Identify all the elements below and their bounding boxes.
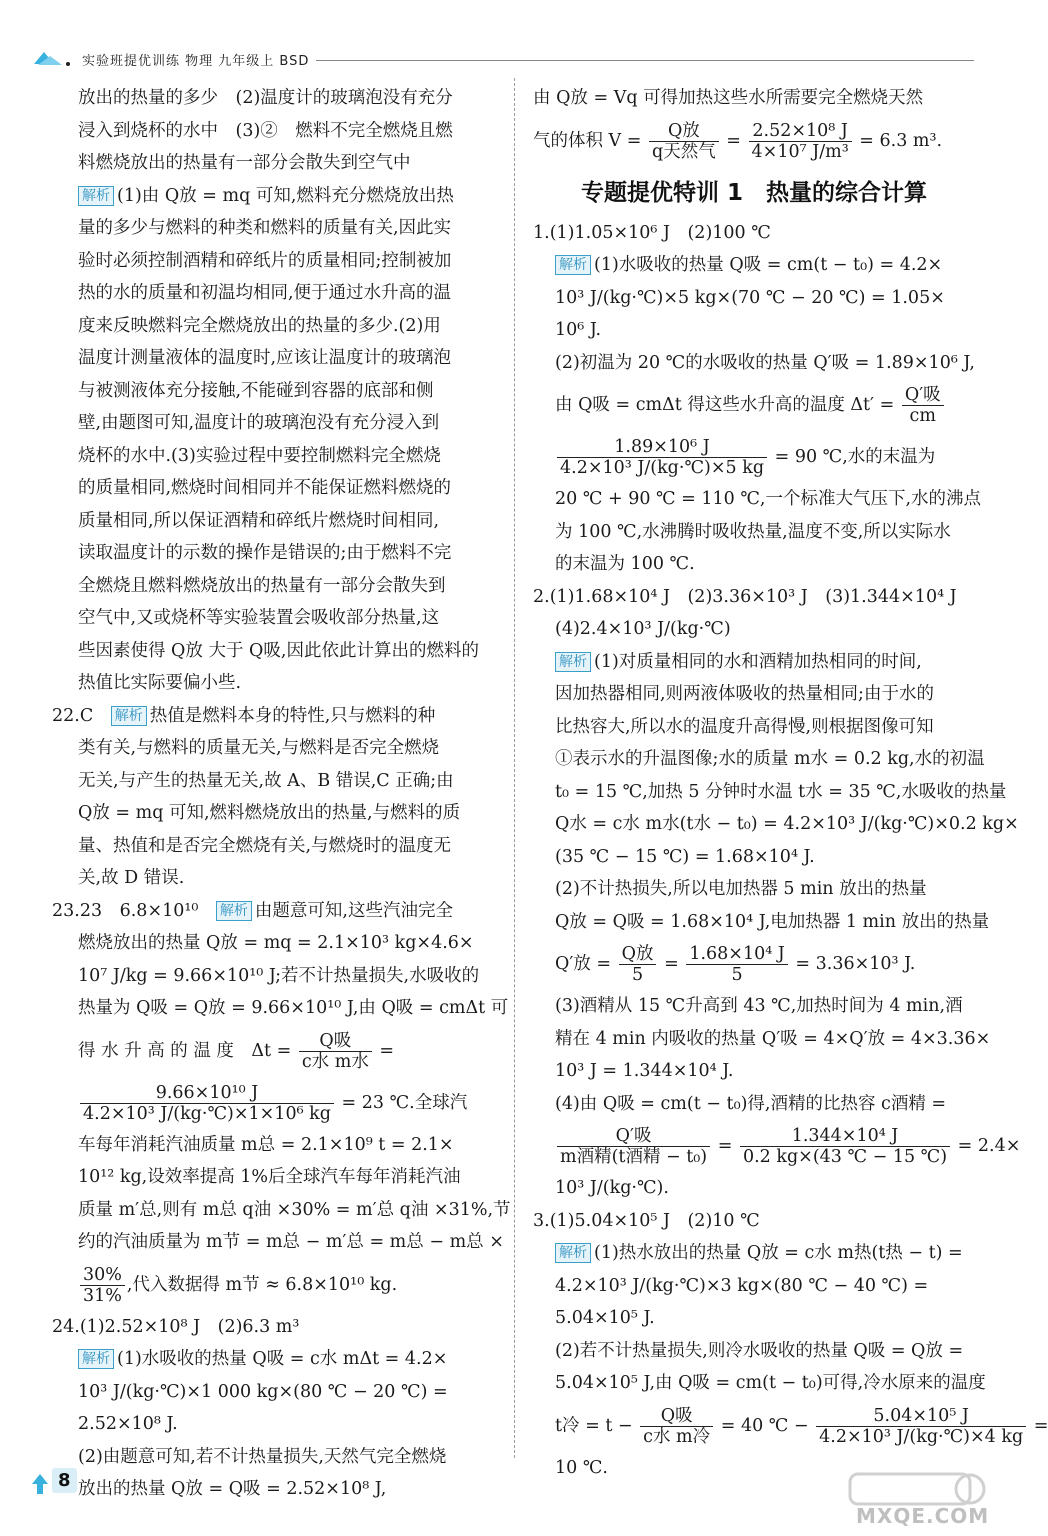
text-line: 2.52×10⁸ J.	[78, 1414, 178, 1434]
text-span: (1)对质量相同的水和酒精加热相同的时间,	[594, 651, 922, 672]
text-line: 量、热值和是否完全燃烧有关,与燃烧时的温度无	[78, 835, 452, 856]
fraction	[557, 1126, 710, 1167]
denominator: 4.2×10³ J/(kg·℃)×4 kg	[819, 1426, 1024, 1447]
text-line: 的质量相同,燃烧时间相同并不能保证燃料燃烧的	[78, 478, 452, 498]
analysis-tag: 解析	[555, 652, 591, 672]
text-line: 20 ℃ + 90 ℃ = 110 ℃,一个标准大气压下,水的沸点	[555, 489, 982, 509]
formula-line	[533, 1400, 1048, 1452]
page-header	[30, 44, 974, 74]
text-line: 的末温为 100 ℃.	[555, 554, 695, 574]
text-line: 温度计测量液体的温度时,应该让温度计的玻璃泡	[78, 348, 452, 368]
text-line: 5.04×10⁵ J,由 Q吸 = cm(t − t₀)可得,冷水原来的温度	[555, 1373, 986, 1393]
numerator: Q放	[649, 121, 719, 142]
formula-line	[533, 1120, 1021, 1172]
text-line: (3)酒精从 15 ℃升高到 43 ℃,加热时间为 4 min,酒	[555, 996, 963, 1016]
text-span: ,代入数据得 m节 ≈ 6.8×10¹⁰ kg.	[126, 1274, 398, 1295]
text-line: 10³ J/(kg·℃)×5 kg×(70 ℃ − 20 ℃) = 1.05×	[555, 287, 945, 308]
question-22	[52, 700, 502, 733]
text-line: 浸入到烧杯的水中 (3)② 燃料不完全燃烧且燃	[78, 120, 453, 141]
denominator: m酒精(t酒精 − t₀)	[560, 1147, 708, 1167]
numerator: 30%	[80, 1265, 125, 1286]
analysis-tag: 解析	[111, 706, 147, 726]
denominator: cm	[909, 406, 936, 426]
fraction	[299, 1031, 372, 1072]
denominator: 0.2 kg×(43 ℃ − 15 ℃)	[742, 1147, 948, 1167]
analysis-tag: 解析	[78, 1349, 114, 1369]
text-line: 读取温度计的示数的操作是错误的;由于燃料不完	[78, 543, 452, 563]
text-line: 类有关,与燃料的质量无关,与燃料是否完全燃烧	[78, 738, 440, 758]
text-span: = 23 ℃.全球汽	[341, 1092, 468, 1113]
denominator: 4×10⁷ J/m³	[751, 141, 849, 162]
denominator: 5	[631, 965, 644, 985]
formula-line	[78, 1025, 502, 1077]
left-column	[52, 82, 511, 1506]
text-span: (1)热水放出的热量 Q放 = c水 m热(t热 − t) =	[594, 1243, 963, 1263]
column-divider	[514, 78, 515, 1458]
text-line: 验时必须控制酒精和碎纸片的质量相同;控制被加	[78, 250, 452, 271]
text-span: = 6.3 m³.	[859, 130, 943, 151]
fraction	[80, 1265, 125, 1306]
text-line	[78, 180, 502, 213]
numerator: 9.66×10¹⁰ J	[80, 1083, 334, 1104]
text-span: =	[717, 1136, 733, 1156]
text-line: 料燃烧放出的热量有一部分会散失到空气中	[78, 153, 411, 173]
fraction	[740, 1126, 950, 1167]
fraction	[557, 437, 767, 478]
text-line: (2)初温为 20 ℃的水吸收的热量 Q′吸 = 1.89×10⁶ J,	[555, 352, 975, 373]
text-line: 因加热器相同,则两液体吸收的热量相同;由于水的	[555, 684, 934, 704]
page-footer	[30, 1466, 90, 1500]
formula-line	[78, 1259, 502, 1311]
fraction	[816, 1406, 1026, 1447]
question-number: 1.	[533, 222, 550, 243]
text-line: 关,故 D 错误.	[78, 868, 185, 888]
question-number: 22.	[52, 705, 80, 726]
text-line: 精在 4 min 内吸收的热量 Q′吸 = 4×Q′放 = 4×3.36×	[555, 1028, 991, 1049]
numerator: 1.68×10⁴ J	[686, 944, 788, 965]
question-1	[533, 217, 975, 250]
question-3	[533, 1205, 975, 1238]
text-line: 10⁷ J/kg = 9.66×10¹⁰ J;若不计热量损失,水吸收的	[78, 965, 480, 986]
text-span: =	[379, 1040, 395, 1061]
book-logo-icon	[30, 48, 74, 70]
text-span: (1)水吸收的热量 Q吸 = cm(t − t₀) = 4.2×	[594, 255, 943, 275]
text-line: 空气中,又或烧杯等实验装置会吸收部分热量,这	[78, 608, 440, 628]
numerator: Q吸	[640, 1406, 713, 1427]
text-line: 放出的热量的多少 (2)温度计的玻璃泡没有充分	[78, 88, 453, 108]
fraction	[640, 1406, 713, 1447]
text-line: 与被测液体充分接触,不能碰到容器的底部和侧	[78, 380, 434, 401]
text-line: (2)由题意可知,若不计热量损失,天然气完全燃烧	[78, 1446, 447, 1467]
text-line: Q放 = Q吸 = 1.68×10⁴ J,电加热器 1 min 放出的热量	[555, 911, 990, 932]
text-line: (4)由 Q吸 = cm(t − t₀)得,酒精的比热容 c酒精 =	[555, 1093, 947, 1114]
text-line: 10³ J = 1.344×10⁴ J.	[555, 1061, 734, 1081]
text-line	[78, 1343, 502, 1376]
formula-line	[533, 379, 975, 431]
text-line: 10 ℃.	[555, 1457, 608, 1478]
text-span: 气的体积 V =	[533, 130, 642, 151]
text-line: 量的多少与燃料的种类和燃料的质量有关,因此实	[78, 218, 452, 238]
analysis-tag: 解析	[555, 255, 591, 275]
denominator: 5	[731, 965, 743, 985]
right-column	[533, 82, 1048, 1484]
fraction	[902, 385, 944, 426]
text-span: Q′放 =	[555, 954, 612, 974]
answer: (1)2.52×10⁸ J (2)6.3 m³	[79, 1316, 300, 1337]
watermark-text: MXQE.COM	[856, 1504, 990, 1528]
text-line: 质量相同,所以保证酒精和碎纸片燃烧时间相同,	[78, 510, 440, 531]
numerator: 1.344×10⁴ J	[740, 1126, 950, 1147]
numerator: 2.52×10⁸ J	[749, 121, 852, 142]
watermark	[820, 1470, 1000, 1530]
fraction	[649, 121, 719, 162]
denominator: c水 m冷	[643, 1426, 711, 1447]
section-heading: 专题提优特训 1 热量的综合计算	[580, 179, 927, 206]
text-span: =	[664, 954, 679, 974]
text-line: 10¹² kg,设效率提高 1%后全球汽车每年消耗汽油	[78, 1167, 461, 1187]
formula-line	[78, 1077, 502, 1129]
text-line: t₀ = 15 ℃,加热 5 分钟时水温 t水 = 35 ℃,水吸收的热量	[555, 781, 1007, 802]
text-line: 车每年消耗汽油质量 m总 = 2.1×10⁹ t = 2.1×	[78, 1134, 454, 1155]
arrow-icon	[30, 1472, 50, 1496]
text-line: 10⁶ J.	[555, 320, 602, 340]
numerator: Q′吸	[902, 385, 944, 406]
text-line: 度来反映燃料完全燃烧放出的热量的多少.(2)用	[78, 315, 441, 336]
header-title: 实验班提优训练 物理 九年级上 BSD	[82, 54, 310, 69]
answer: 23 6.8×10¹⁰	[79, 900, 199, 921]
text-span: = 90 ℃,水的末温为	[774, 447, 936, 467]
text-line: 4.2×10³ J/(kg·℃)×3 kg×(80 ℃ − 40 ℃) =	[555, 1275, 929, 1296]
text-span: =	[1033, 1415, 1048, 1436]
denominator: c水 m水	[301, 1051, 369, 1072]
text-line: 比热容大,所以水的温度升高得慢,则根据图像可知	[555, 716, 934, 737]
denominator: q天然气	[652, 141, 716, 162]
text-line	[533, 249, 975, 282]
question-number: 24.	[52, 1316, 80, 1337]
text-line: 燃烧放出的热量 Q放 = mq = 2.1×10³ kg×4.6×	[78, 933, 474, 953]
text-span: = 3.36×10³ J.	[795, 954, 916, 974]
text-line: 壁,由题图可知,温度计的玻璃泡没有充分浸入到	[78, 413, 440, 433]
text-line: (2)若不计热量损失,则冷水吸收的热量 Q吸 = Q放 =	[555, 1340, 964, 1361]
numerator: 1.89×10⁶ J	[557, 437, 767, 458]
formula-line	[533, 938, 975, 990]
numerator: Q放	[619, 944, 657, 965]
formula-line	[533, 431, 975, 483]
text-line: 烧杯的水中.(3)实验过程中要控制燃料完全燃烧	[78, 445, 441, 466]
text-span: 热值是燃料本身的特性,只与燃料的种	[149, 705, 436, 726]
text-line: 无关,与产生的热量无关,故 A、B 错误,C 正确;由	[78, 770, 454, 791]
question-23	[52, 895, 502, 928]
denominator: 4.2×10³ J/(kg·℃)×5 kg	[560, 458, 765, 478]
page-number: 8	[52, 1468, 77, 1493]
text-span: (1)水吸收的热量 Q吸 = c水 mΔt = 4.2×	[117, 1349, 448, 1369]
text-span: = 2.4×	[957, 1136, 1021, 1156]
text-line: (2)不计热损失,所以电加热器 5 min 放出的热量	[555, 879, 927, 899]
denominator: 4.2×10³ J/(kg·℃)×1×10⁶ kg	[83, 1103, 331, 1124]
text-line: 5.04×10⁵ J.	[555, 1308, 655, 1328]
fraction	[619, 944, 657, 985]
text-line: 热量为 Q吸 = Q放 = 9.66×10¹⁰ J,由 Q吸 = cmΔt 可	[78, 998, 509, 1018]
question-2	[533, 581, 975, 614]
text-span: 由题意可知,这些汽油完全	[254, 900, 453, 921]
text-span: t冷 = t −	[555, 1415, 633, 1436]
text-line: (35 ℃ − 15 ℃) = 1.68×10⁴ J.	[555, 846, 815, 867]
numerator: Q′吸	[557, 1126, 710, 1147]
text-line: 10³ J/(kg·℃).	[555, 1178, 669, 1198]
question-number: 2.	[533, 586, 550, 607]
answer: (1)5.04×10⁵ J (2)10 ℃	[549, 1210, 760, 1231]
text-line: 10³ J/(kg·℃)×1 000 kg×(80 ℃ − 20 ℃) =	[78, 1381, 448, 1402]
fraction	[749, 121, 852, 162]
text-line: ①表示水的升温图像;水的质量 m水 = 0.2 kg,水的初温	[555, 749, 985, 769]
text-line: 全燃烧且燃料燃烧放出的热量有一部分会散失到	[78, 575, 446, 596]
denominator: 31%	[83, 1285, 122, 1306]
text-line: 由 Q放 = Vq 可得加热这些水所需要完全燃烧天然	[533, 88, 924, 108]
question-number: 23.	[52, 900, 80, 921]
text-span: (1)由 Q放 = mq 可知,燃料充分燃烧放出热	[117, 185, 454, 206]
text-line: 质量 m′总,则有 m总 q油 ×30% = m′总 q油 ×31%,节	[78, 1199, 511, 1220]
text-span: = 40 ℃ −	[720, 1415, 809, 1436]
header-rule	[316, 60, 974, 61]
text-line: 约的汽油质量为 m节 = m总 − m′总 = m总 − m总 ×	[78, 1232, 504, 1252]
analysis-tag: 解析	[555, 1243, 591, 1263]
formula-line	[533, 115, 975, 167]
answer: (1)1.68×10⁴ J (2)3.36×10³ J (3)1.344×10⁴ J	[549, 586, 957, 607]
text-line: 热的水的质量和初温均相同,便于通过水升高的温	[78, 283, 452, 303]
text-line: 放出的热量 Q放 = Q吸 = 2.52×10⁸ J,	[78, 1479, 387, 1499]
text-line: (4)2.4×10³ J/(kg·℃)	[555, 619, 731, 639]
text-span: =	[726, 130, 741, 151]
question-24	[52, 1311, 502, 1344]
text-span: 得 水 升 高 的 温 度 Δt =	[78, 1040, 292, 1061]
text-line	[533, 646, 975, 679]
text-line: Q水 = c水 m水(t水 − t₀) = 4.2×10³ J/(kg·℃)×0.2 kg×	[555, 814, 1019, 834]
answer: C	[79, 705, 94, 726]
answer: (1)1.05×10⁶ J (2)100 ℃	[549, 222, 771, 243]
text-line: 热值比实际要偏小些.	[78, 673, 242, 693]
analysis-tag: 解析	[78, 186, 114, 206]
text-line: Q放 = mq 可知,燃料燃烧放出的热量,与燃料的质	[78, 803, 461, 823]
text-line: 为 100 ℃,水沸腾时吸收热量,温度不变,所以实际水	[555, 521, 951, 542]
question-number: 3.	[533, 1210, 550, 1231]
text-line	[533, 1237, 975, 1270]
analysis-tag: 解析	[216, 901, 252, 921]
text-span: 由 Q吸 = cmΔt 得这些水升高的温度 Δt′ =	[555, 395, 895, 415]
text-line: 些因素使得 Q放 大于 Q吸,因此依此计算出的燃料的	[78, 640, 479, 661]
fraction	[80, 1083, 334, 1124]
fraction	[686, 944, 788, 985]
numerator: 5.04×10⁵ J	[816, 1406, 1026, 1427]
numerator: Q吸	[299, 1031, 372, 1052]
